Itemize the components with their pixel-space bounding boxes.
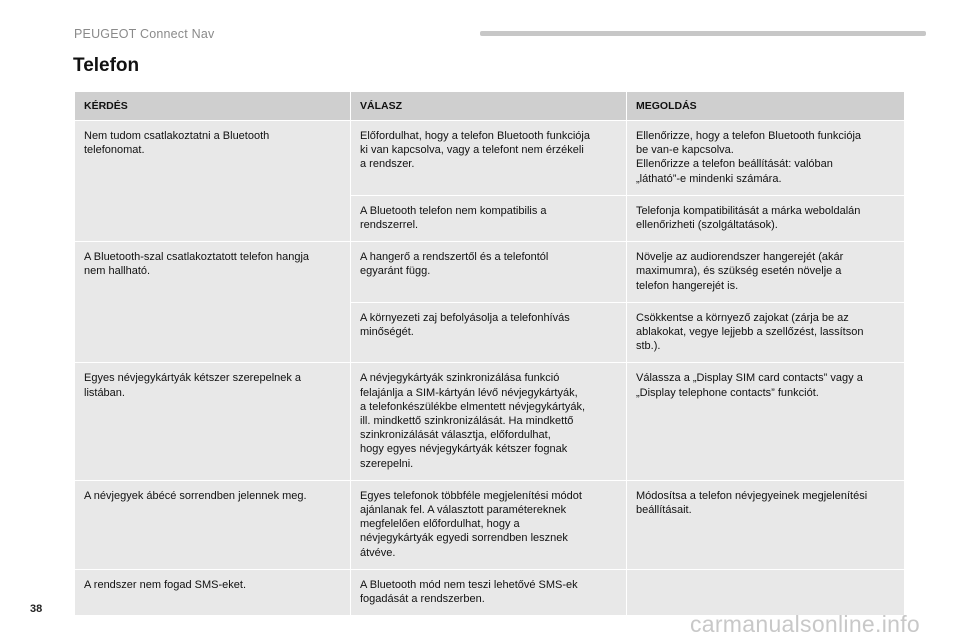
table-row xyxy=(75,242,905,303)
question-cell: A Bluetooth-szal csatlakoztatott telefon hangja nem hallható. xyxy=(75,242,351,363)
question-cell: Nem tudom csatlakoztatni a Bluetooth telefonomat. xyxy=(75,121,351,242)
question-cell: A névjegyek ábécé sorrendben jelennek meg. xyxy=(75,480,351,569)
table-row xyxy=(75,569,905,615)
column-header-solution: MEGOLDÁS xyxy=(627,92,905,121)
column-header-question: KÉRDÉS xyxy=(75,92,351,121)
table-row xyxy=(75,480,905,569)
solution-cell: Telefonja kompatibilitását a márka weboldalán ellenőrizheti (szolgáltatások). xyxy=(627,195,905,241)
page-title: Telefon xyxy=(73,55,140,76)
answer-cell: A névjegykártyák szinkronizálása funkció felajánlja a SIM-kártyán lévő névjegykártyák, a telefonkészülékbe elmentett névjegykártyák, ill. mindkettő szinkronizálását. Ha mindkettő szinkronizálását választja, előfordulhat, hogy egyes névjegykártyák kétszer fognak szerepelni. xyxy=(351,363,627,480)
answer-cell: Előfordulhat, hogy a telefon Bluetooth funkciója ki van kapcsolva, vagy a telefont nem érzékeli a rendszer. xyxy=(351,121,627,196)
solution-cell: Ellenőrizze, hogy a telefon Bluetooth funkciója be van-e kapcsolva. Ellenőrizze a telefon beállítását: valóban „látható”-e mindenki számára. xyxy=(627,121,905,196)
solution-cell: Növelje az audiorendszer hangerejét (akár maximumra), és szükség esetén növelje a telefon hangerejét is. xyxy=(627,242,905,303)
question-cell: Egyes névjegykártyák kétszer szerepelnek a listában. xyxy=(75,363,351,480)
answer-cell: A környezeti zaj befolyásolja a telefonhívás minőségét. xyxy=(351,302,627,363)
question-cell: A rendszer nem fogad SMS-eket. xyxy=(75,569,351,615)
table-row xyxy=(75,121,905,196)
solution-cell xyxy=(627,569,905,615)
answer-cell: A hangerő a rendszertől és a telefontól egyaránt függ. xyxy=(351,242,627,303)
answer-cell: Egyes telefonok többféle megjelenítési módot ajánlanak fel. A választott paramétereknek megfelelően előfordulhat, hogy a névjegykártyák egyedi sorrendben lesznek átvéve. xyxy=(351,480,627,569)
table-row xyxy=(75,363,905,480)
solution-cell: Válassza a „Display SIM card contacts” vagy a „Display telephone contacts” funkciót. xyxy=(627,363,905,480)
solution-cell: Módosítsa a telefon névjegyeinek megjelenítési beállításait. xyxy=(627,480,905,569)
answer-cell: A Bluetooth mód nem teszi lehetővé SMS-ek fogadását a rendszerben. xyxy=(351,569,627,615)
header-brand: PEUGEOT Connect Nav xyxy=(74,27,215,41)
troubleshooting-table xyxy=(74,91,905,616)
solution-cell: Csökkentse a környező zajokat (zárja be az ablakokat, vegye lejjebb a szellőzést, lassítson stb.). xyxy=(627,302,905,363)
page-number: 38 xyxy=(30,603,43,615)
answer-cell: A Bluetooth telefon nem kompatibilis a rendszerrel. xyxy=(351,195,627,241)
watermark: carmanualsonline.info xyxy=(689,611,920,637)
header-rule xyxy=(480,31,926,36)
table-header-row xyxy=(75,92,905,121)
column-header-answer: VÁLASZ xyxy=(351,92,627,121)
